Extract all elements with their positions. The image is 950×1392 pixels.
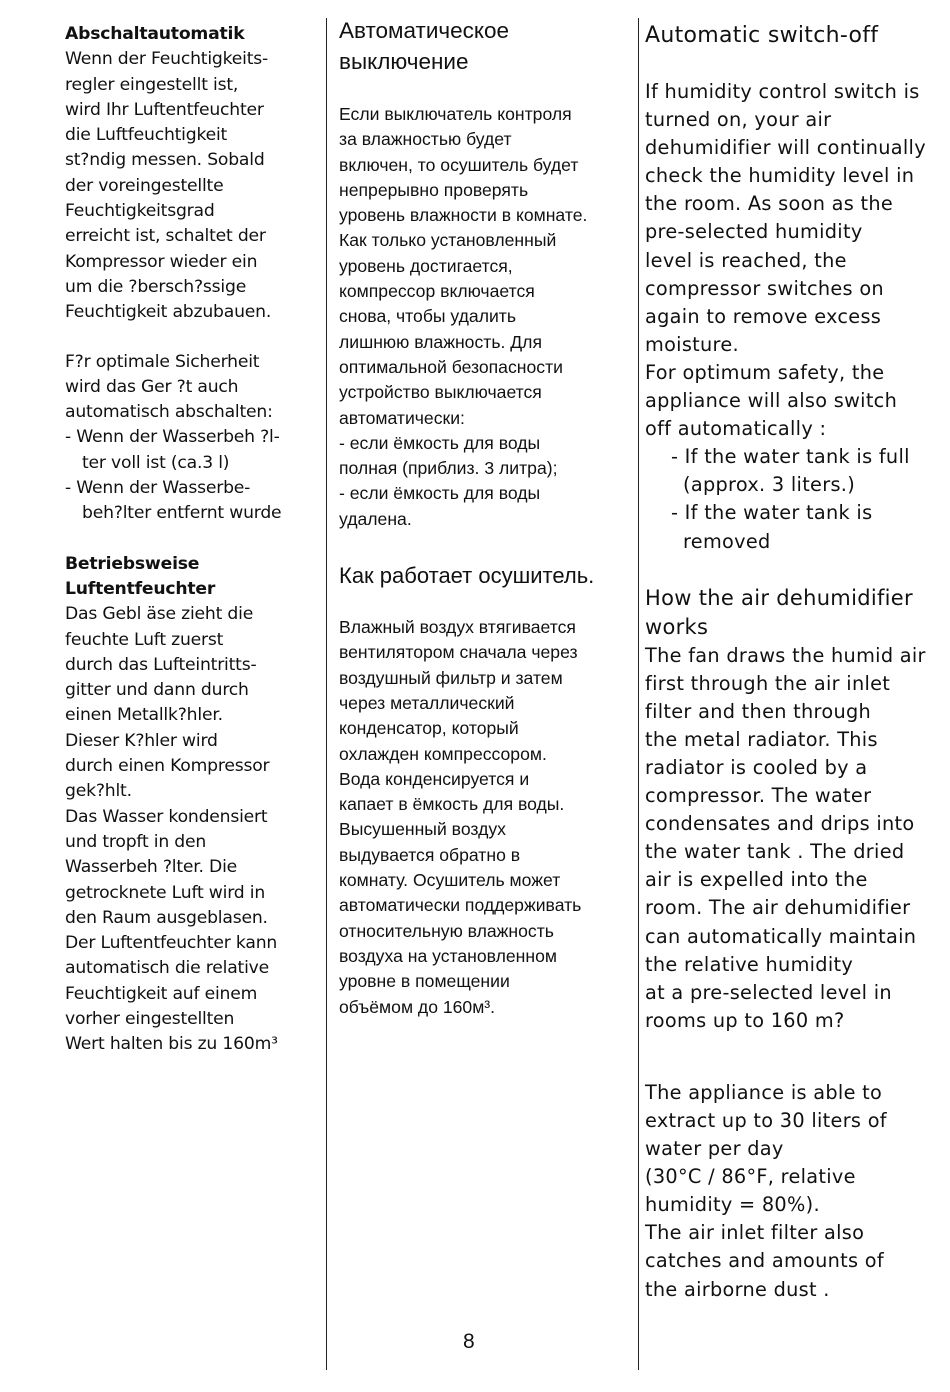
text-line: Wenn der Feuchtigkeits- xyxy=(65,49,268,70)
text-line: Betriebsweise xyxy=(65,553,200,574)
list-item-continuation: removed xyxy=(683,529,771,553)
text-line: воздуха на установленном xyxy=(339,945,557,966)
list-item-continuation: (approx. 3 liters.) xyxy=(683,473,856,497)
text-line: Как только установленный xyxy=(339,230,557,251)
text-line: the water tank . The dried xyxy=(645,840,905,864)
text-line: уровне в помещении xyxy=(339,971,510,992)
text-line: If humidity control switch is xyxy=(645,80,920,103)
text-line: turned on, your air xyxy=(645,108,832,132)
text-line: compressor switches on xyxy=(645,276,884,300)
list-item: - Wenn der Wasserbe- xyxy=(65,478,251,499)
text-line: удалена. xyxy=(339,508,412,529)
text-line: at a pre-selected level in xyxy=(645,980,892,1004)
text-line: Kompressor wieder ein xyxy=(65,251,258,272)
english-bullet-list xyxy=(645,443,945,555)
text-line: охлажден компрессором. xyxy=(339,743,547,764)
text-line: gitter und dann durch xyxy=(65,680,249,701)
text-line: extract up to 30 liters of xyxy=(645,1109,887,1132)
text-line: rooms up to 160 m? xyxy=(645,1008,845,1032)
text-line: автоматически: xyxy=(339,407,465,428)
text-line: first through the air inlet xyxy=(645,671,891,695)
russian-column xyxy=(339,0,639,1020)
russian-heading-2: Как работает осушитель. xyxy=(339,563,595,589)
text-line: через металлический xyxy=(339,692,515,713)
text-line: check the humidity level in xyxy=(645,164,915,188)
german-bullet-list xyxy=(65,425,323,526)
text-line: Если выключатель контроля xyxy=(339,104,572,124)
english-heading: Automatic switch-off xyxy=(645,23,879,48)
text-line: durch das Lufteintritts- xyxy=(65,654,257,675)
text-line: - если ёмкость для воды xyxy=(339,483,541,504)
text-line: dehumidifier will continually xyxy=(645,136,926,160)
text-line: - если ёмкость для воды xyxy=(339,432,541,453)
german-column xyxy=(65,0,323,1058)
english-paragraph-3 xyxy=(645,1079,945,1304)
text-line: catches and amounts of xyxy=(645,1249,884,1273)
text-line: st?ndig messen. Sobald xyxy=(65,150,265,171)
text-line: again to remove excess xyxy=(645,304,882,328)
text-line: the room. As soon as the xyxy=(645,192,894,216)
text-line: вентилятором сначала через xyxy=(339,642,578,663)
text-line: Wasserbeh ?lter. Die xyxy=(65,857,238,878)
text-line: устройство выключается xyxy=(339,382,542,403)
german-heading-2 xyxy=(65,552,323,603)
text-line: Высушенный воздух xyxy=(339,819,506,840)
text-line: How the air dehumidifier xyxy=(645,585,913,610)
text-line: Вода конденсируется и xyxy=(339,768,530,789)
text-line: regler eingestellt ist, xyxy=(65,74,239,95)
text-line: лишнюю влажность. Для xyxy=(339,331,542,352)
text-line: уровень влажности в комнате. xyxy=(339,205,588,226)
list-item-continuation: beh?lter entfernt wurde xyxy=(82,503,282,524)
english-paragraph-1 xyxy=(645,78,945,443)
text-line: Wert halten bis zu 160m³ xyxy=(65,1034,278,1055)
text-line: Feuchtigkeit abzubauen. xyxy=(65,302,272,323)
text-line: капает в ёмкость для воды. xyxy=(339,794,565,815)
text-line: automatisch die relative xyxy=(65,958,269,979)
text-line: Feuchtigkeitsgrad xyxy=(65,201,215,222)
text-line: The air inlet filter also xyxy=(645,1221,865,1245)
text-line: полная (приблиз. 3 литра); xyxy=(339,458,558,479)
text-line: Das Gebl äse zieht die xyxy=(65,604,254,625)
text-line: объёмом до 160м³. xyxy=(339,996,496,1017)
list-item: - If the water tank is xyxy=(671,501,873,525)
text-line: за влажностью будет xyxy=(339,129,512,150)
text-line: выключение xyxy=(339,49,469,74)
text-line: уровень достигается, xyxy=(339,255,513,276)
text-line: moisture. xyxy=(645,332,739,356)
text-line: radiator is cooled by a xyxy=(645,755,868,779)
german-paragraph-2 xyxy=(65,350,323,426)
russian-paragraph-2 xyxy=(339,615,639,1020)
text-line: выдувается обратно в xyxy=(339,844,521,865)
text-line: включен, то осушитель будет xyxy=(339,154,579,175)
text-line: (30°C / 86°F, relative xyxy=(645,1165,856,1189)
text-line: wird Ihr Luftentfeuchter xyxy=(65,99,264,120)
text-line: Das Wasser kondensiert xyxy=(65,806,268,827)
text-line: feuchte Luft zuerst xyxy=(65,629,224,650)
text-line: einen Metallk?hler. xyxy=(65,705,223,726)
russian-paragraph-1 xyxy=(339,102,639,532)
english-column xyxy=(645,0,945,1304)
text-line: filter and then through xyxy=(645,699,872,723)
text-line: Luftentfeuchter xyxy=(65,578,216,599)
text-line: Dieser K?hler wird xyxy=(65,730,218,751)
text-line: Feuchtigkeit auf einem xyxy=(65,983,258,1004)
text-line: F?r optimale Sicherheit xyxy=(65,351,260,372)
text-line: pre-selected humidity xyxy=(645,220,863,244)
list-item: - If the water tank is full xyxy=(671,445,910,469)
text-line: For optimum safety, the xyxy=(645,360,885,384)
column-divider-left xyxy=(326,18,327,1370)
text-line: The appliance is able to xyxy=(645,1080,883,1104)
text-line: wird das Ger ?t auch xyxy=(65,376,239,397)
text-line: Der Luftentfeuchter kann xyxy=(65,933,278,954)
text-line: Влажный воздух втягивается xyxy=(339,617,576,638)
english-paragraph-2 xyxy=(645,642,945,1035)
text-line: den Raum ausgeblasen. xyxy=(65,907,268,928)
text-line: Автоматическое xyxy=(339,18,510,43)
text-line: level is reached, the xyxy=(645,248,847,272)
text-line: die Luftfeuchtigkeit xyxy=(65,125,228,146)
text-line: конденсатор, который xyxy=(339,718,519,739)
text-line: appliance will also switch xyxy=(645,389,898,413)
list-item-continuation: ter voll ist (ca.3 l) xyxy=(82,452,230,473)
text-line: compressor. The water xyxy=(645,784,872,808)
text-line: снова, чтобы удалить xyxy=(339,306,517,327)
text-line: durch einen Kompressor xyxy=(65,756,270,777)
text-line: um die ?bersch?ssige xyxy=(65,276,247,297)
english-heading-2 xyxy=(645,584,945,642)
text-line: works xyxy=(645,614,709,639)
text-line: off automatically : xyxy=(645,417,827,441)
text-line: automatisch abschalten: xyxy=(65,402,273,423)
text-line: getrocknete Luft wird in xyxy=(65,882,266,903)
text-line: компрессор включается xyxy=(339,281,535,302)
german-heading: Abschaltautomatik xyxy=(65,24,245,44)
german-paragraph-1 xyxy=(65,47,323,325)
text-line: относительную влажность xyxy=(339,920,554,941)
text-line: erreicht ist, schaltet der xyxy=(65,226,266,247)
text-line: der voreingestellte xyxy=(65,175,224,196)
text-line: воздушный фильтр и затем xyxy=(339,667,563,688)
text-line: vorher eingestellten xyxy=(65,1008,235,1029)
page-number: 8 xyxy=(463,1330,475,1353)
text-line: can automatically maintain xyxy=(645,924,917,948)
text-line: непрерывно проверять xyxy=(339,179,529,200)
german-paragraph-3 xyxy=(65,602,323,1057)
text-line: air is expelled into the xyxy=(645,868,868,892)
text-line: оптимальной безопасности xyxy=(339,356,563,377)
text-line: humidity = 80%). xyxy=(645,1193,820,1217)
list-item: - Wenn der Wasserbeh ?l- xyxy=(65,427,280,448)
text-line: автоматически поддерживать xyxy=(339,895,582,916)
text-line: the metal radiator. This xyxy=(645,727,878,751)
text-line: room. The air dehumidifier xyxy=(645,896,911,920)
text-line: water per day xyxy=(645,1137,784,1161)
text-line: gek?hlt. xyxy=(65,781,132,802)
text-line: The fan draws the humid air xyxy=(645,643,926,667)
text-line: und tropft in den xyxy=(65,831,207,852)
text-line: комнату. Осушитель может xyxy=(339,870,561,891)
text-line: the airborne dust . xyxy=(645,1277,830,1301)
text-line: condensates and drips into xyxy=(645,812,915,836)
text-line: the relative humidity xyxy=(645,952,854,976)
russian-heading xyxy=(339,0,639,77)
